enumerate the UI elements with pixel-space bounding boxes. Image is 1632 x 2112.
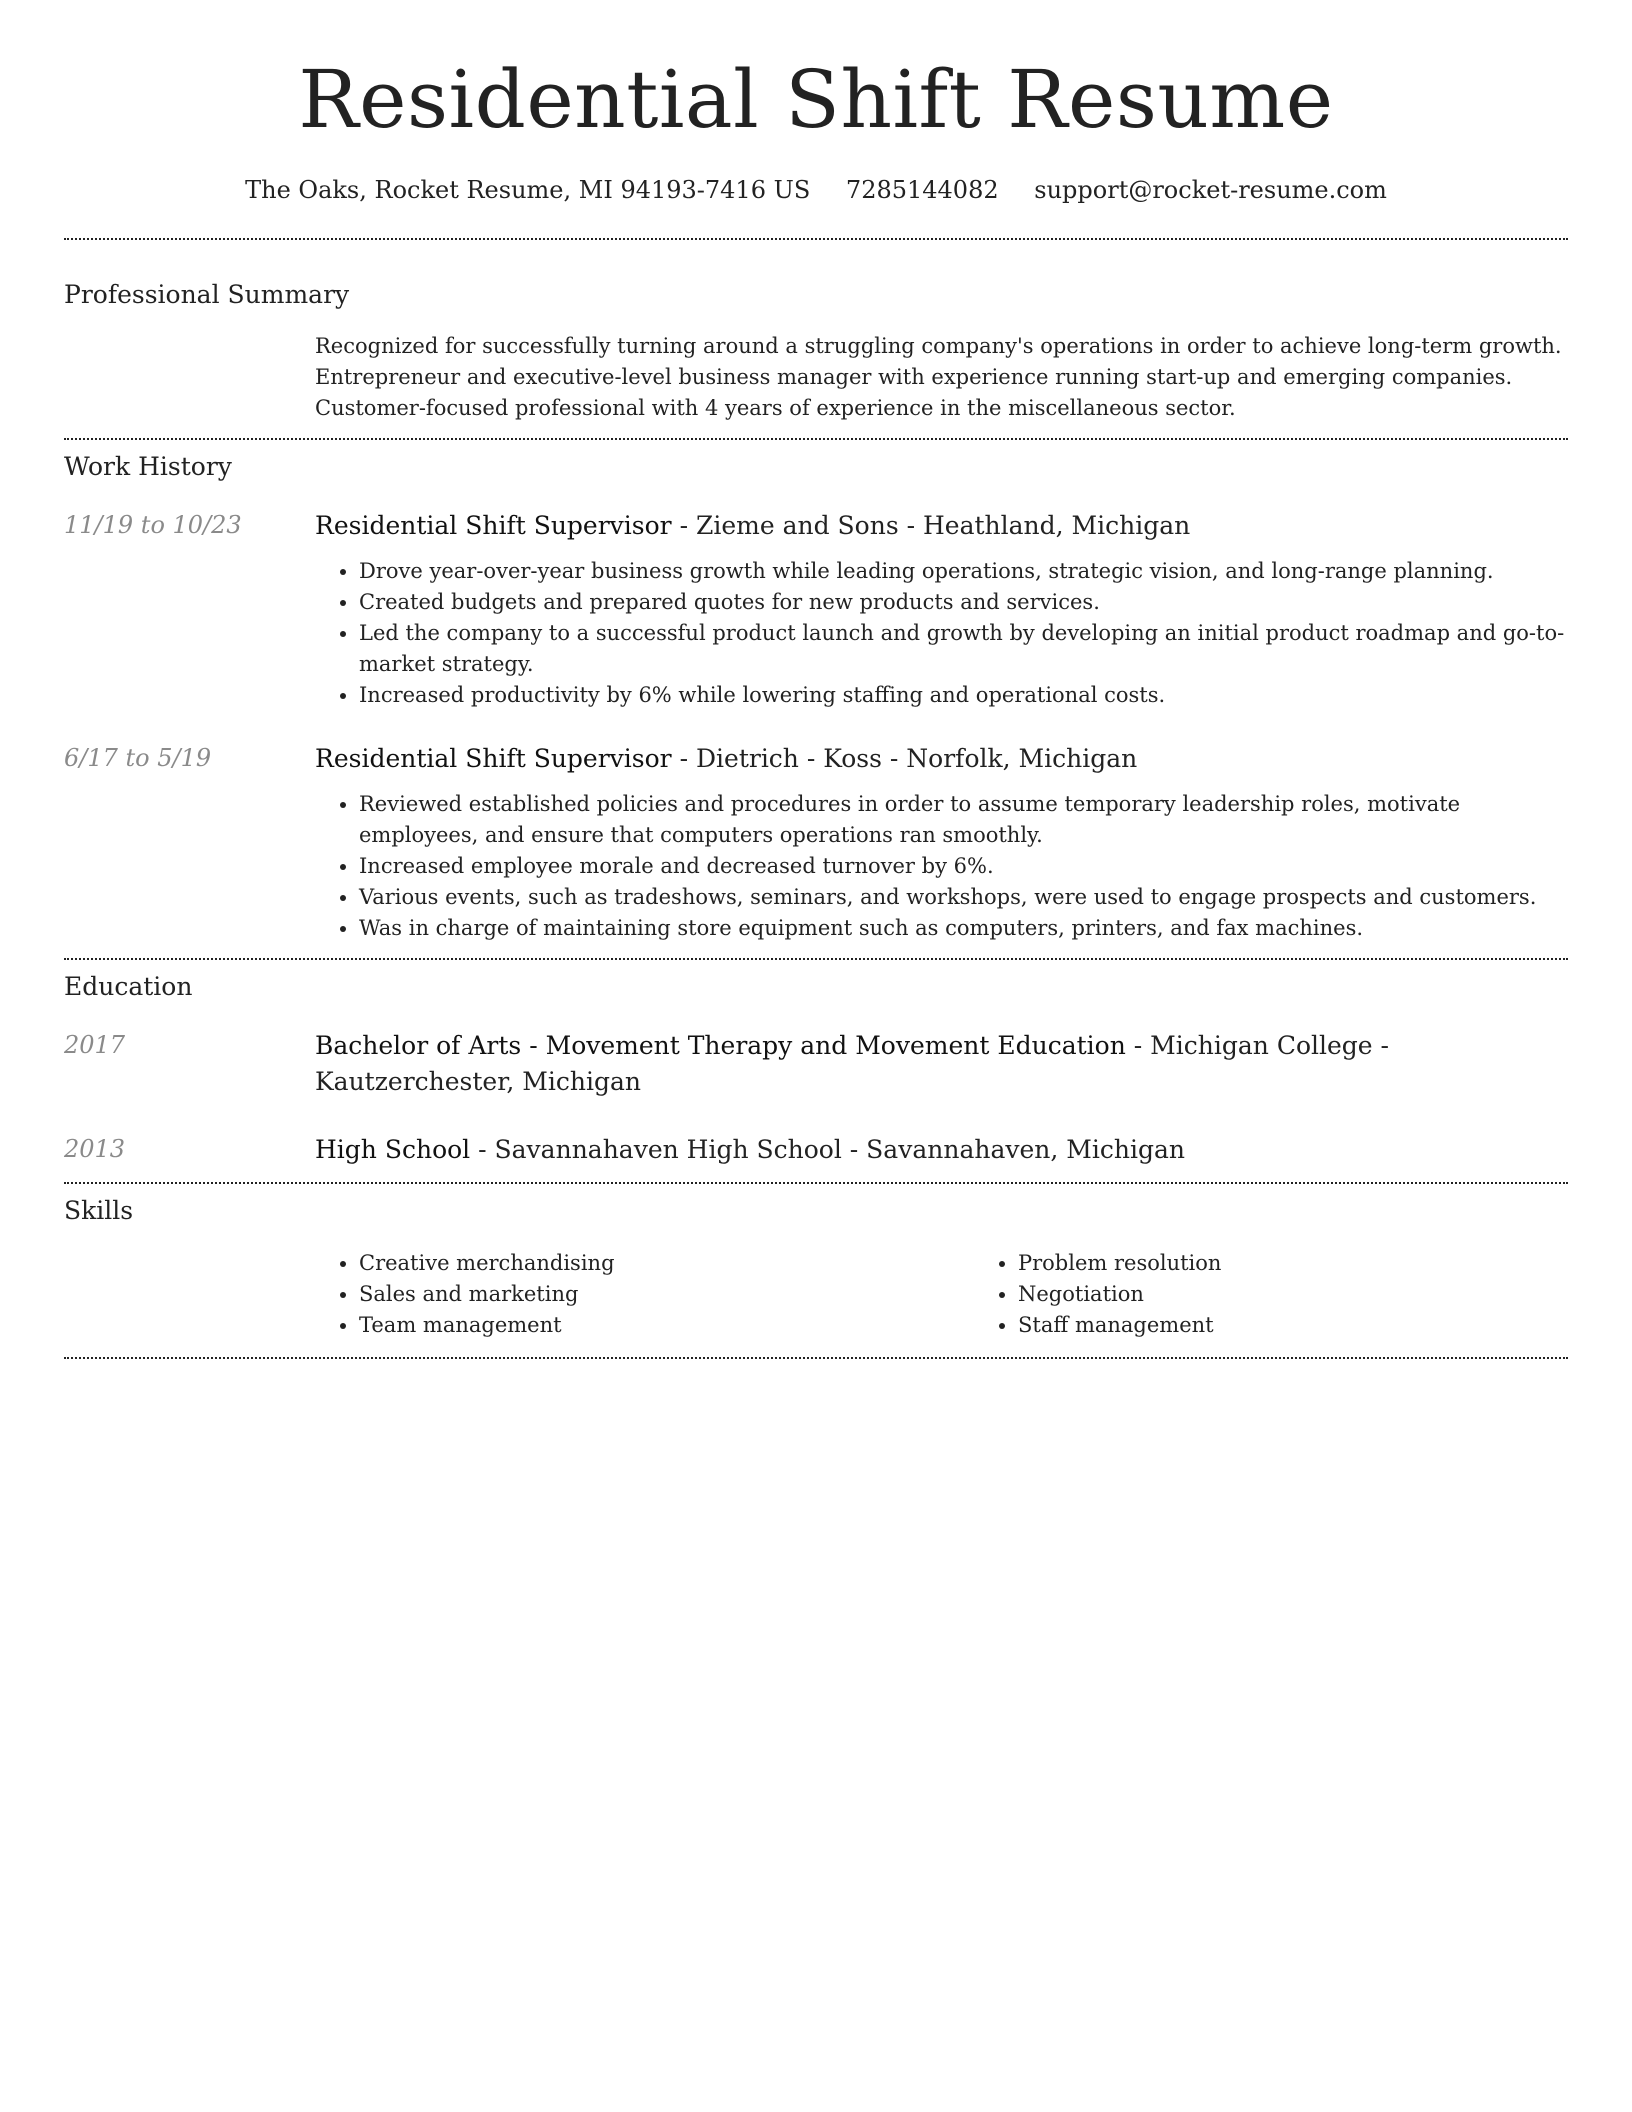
list-item: • Led the company to a successful product launch and growth by developing an initial product roadmap and go-to-market strategy.	[359, 618, 1568, 680]
job-position: Residential Shift Supervisor	[315, 511, 672, 540]
job-heading	[315, 741, 1568, 777]
skill-item: • Staff management	[1018, 1310, 1632, 1341]
education-year: 2017	[64, 1031, 126, 1059]
email-link[interactable]: support@rocket-resume.com	[1034, 176, 1387, 204]
list-item: • Created budgets and prepared quotes for new products and services.	[359, 587, 1568, 618]
skills-columns	[315, 1248, 1632, 1341]
summary-heading: Professional Summary	[64, 280, 350, 309]
education-heading-line	[315, 1132, 1568, 1168]
summary-line: Entrepreneur and executive-level business manager with experience running start-up and emerging companies.	[315, 365, 1513, 389]
degree-name: Bachelor of Arts - Movement Therapy and Movement Education	[315, 1031, 1126, 1060]
job-details: - Zieme and Sons - Heathland, Michigan	[671, 511, 1191, 540]
skill-item: • Creative merchandising	[359, 1248, 974, 1279]
list-item: • Was in charge of maintaining store equipment such as computers, printers, and fax machines.	[359, 913, 1568, 944]
summary-line: Customer-focused professional with 4 years of experience in the miscellaneous sector.	[315, 396, 1236, 420]
list-item: • Increased employee morale and decreased turnover by 6%.	[359, 851, 1568, 882]
education-section	[64, 960, 1568, 1168]
contact-line	[64, 174, 1568, 206]
list-item: • Drove year-over-year business growth while leading operations, strategic vision, and long-range planning.	[359, 556, 1568, 587]
job-entry	[64, 508, 1568, 711]
education-heading: Education	[64, 972, 193, 1001]
summary-text	[315, 331, 1568, 424]
job-bullets	[315, 789, 1568, 944]
education-entry	[64, 1028, 1568, 1100]
work-history-section	[64, 440, 1568, 944]
address-text: The Oaks, Rocket Resume, MI 94193-7416 US	[245, 176, 811, 204]
skills-list-right	[974, 1248, 1632, 1341]
school-details: - Savannahaven High School - Savannahaven, Michigan	[470, 1135, 1185, 1164]
job-position: Residential Shift Supervisor	[315, 744, 672, 773]
job-dates: 6/17 to 5/19	[64, 744, 212, 772]
education-entry	[64, 1132, 1568, 1168]
job-details: - Dietrich - Koss - Norfolk, Michigan	[671, 744, 1138, 773]
list-item: • Increased productivity by 6% while lowering staffing and operational costs.	[359, 680, 1568, 711]
list-item: • Various events, such as tradeshows, seminars, and workshops, were used to engage prospects and customers.	[359, 882, 1568, 913]
skill-item: • Negotiation	[1018, 1279, 1632, 1310]
skills-section	[64, 1184, 1568, 1341]
job-dates: 11/19 to 10/23	[64, 511, 242, 539]
skill-item: • Sales and marketing	[359, 1279, 974, 1310]
school-details: - Michigan College - Kautzerchester, Michigan	[315, 1031, 1389, 1096]
resume-title: Residential Shift Resume	[298, 53, 1334, 146]
skills-heading: Skills	[64, 1196, 134, 1225]
skill-item: • Team management	[359, 1310, 974, 1341]
section-divider	[64, 1357, 1568, 1359]
education-heading-line	[315, 1028, 1568, 1100]
skills-list-left	[315, 1248, 974, 1341]
skill-item: • Problem resolution	[1018, 1248, 1632, 1279]
job-heading	[315, 508, 1568, 544]
education-year: 2013	[64, 1135, 126, 1163]
job-entry	[64, 741, 1568, 944]
job-bullets	[315, 556, 1568, 711]
resume-page	[64, 0, 1568, 1359]
phone-text: 7285144082	[845, 176, 999, 204]
summary-line: Recognized for successfully turning around a struggling company's operations in order to achieve long-term growth.	[315, 334, 1562, 358]
degree-name: High School	[315, 1135, 471, 1164]
summary-section	[64, 240, 1568, 424]
list-item: • Reviewed established policies and procedures in order to assume temporary leadership roles, motivate employees, and ensure that computers operations ran smoothly.	[359, 789, 1568, 851]
work-history-heading: Work History	[64, 452, 232, 481]
